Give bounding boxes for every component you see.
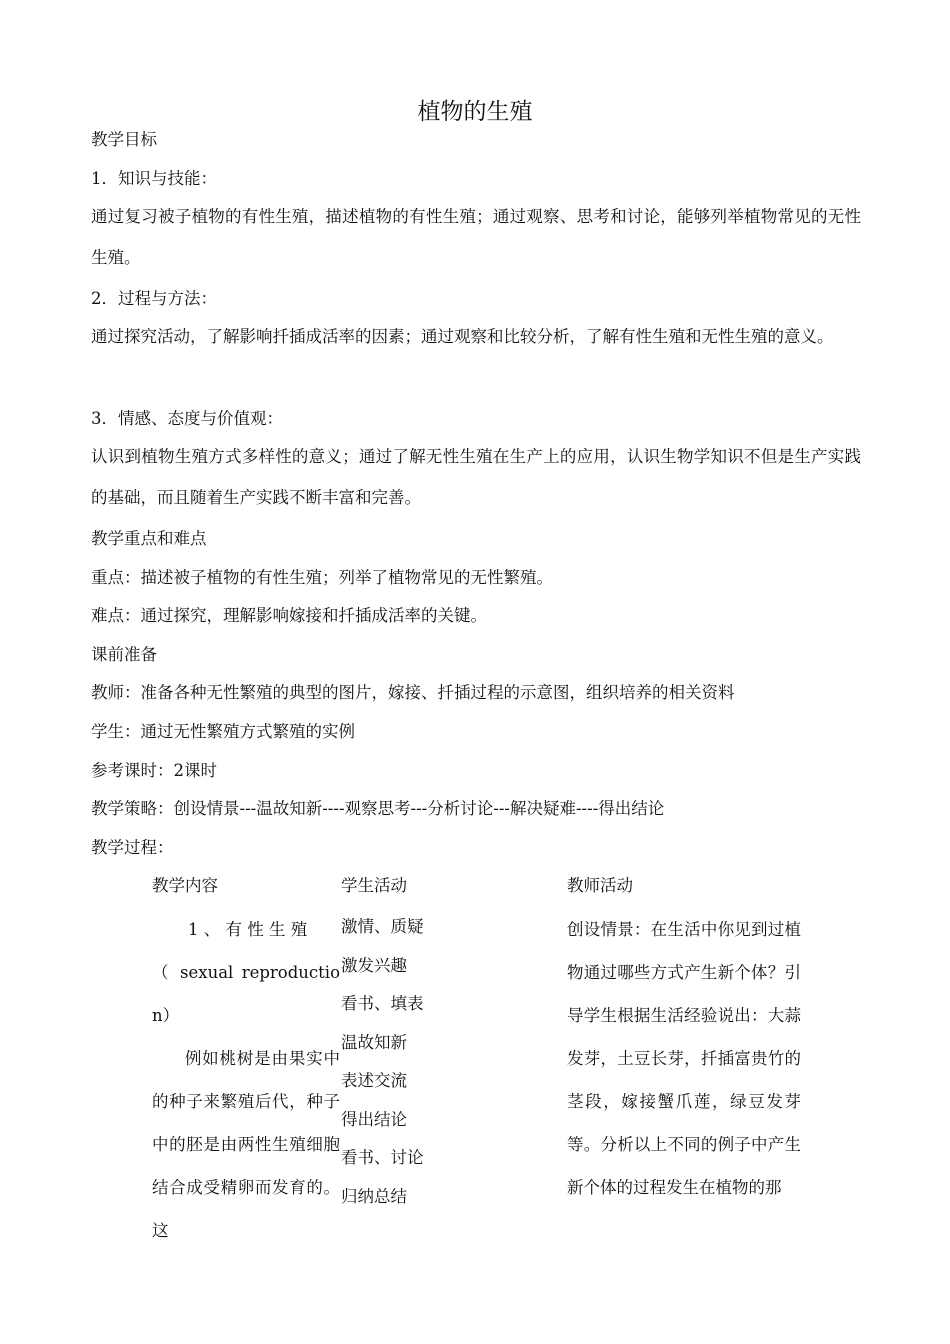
teaching-content-cell: [152, 908, 340, 1252]
table-header-student: 学生活动: [341, 876, 407, 895]
content-body-text: 例如桃树是由果实中的种子来繁殖后代，种子中的胚是由两性生殖细胞结合成受精卵而发育的。这: [152, 1049, 340, 1240]
objective-1-heading: 1．知识与技能：: [91, 169, 217, 188]
list-item: 温故知新: [341, 1032, 407, 1052]
list-item: 看书、填表: [341, 994, 424, 1013]
table-header-teacher: 教师活动: [567, 876, 633, 895]
list-item: 激发兴趣: [341, 955, 407, 975]
keypoints-heading: 教学重点和难点: [91, 529, 207, 548]
objective-3-text: 认识到植物生殖方式多样性的意义；通过了解无性生殖在生产上的应用，认识生物学知识不但是生产实践的基础，而且随着生产实践不断丰富和完善。: [91, 447, 861, 507]
keypoint-text: 重点：描述被子植物的有性生殖；列举了植物常见的无性繁殖。: [91, 568, 553, 587]
class-hours: 参考课时：2课时: [91, 761, 217, 780]
teaching-strategy: 教学策略：创设情景---温故知新----观察思考---分析讨论---解决疑难----得出结论: [91, 799, 665, 818]
list-item: 归纳总结: [341, 1186, 407, 1206]
student-activities-list: [341, 908, 491, 1216]
difficulty-text: 难点：通过探究，理解影响嫁接和扦插成活率的关键。: [91, 606, 487, 625]
objective-2-heading: 2．过程与方法：: [91, 289, 217, 308]
student-prep: 学生：通过无性繁殖方式繁殖的实例: [91, 722, 355, 741]
teacher-prep: 教师：准备各种无性繁殖的典型的图片，嫁接、扦插过程的示意图，组织培养的相关资料: [91, 683, 735, 702]
objectives-heading: 教学目标: [91, 130, 157, 149]
content-section-english: （ sexual reproduction）: [152, 963, 340, 1025]
objective-2-text: 通过探究活动，了解影响扦插成活率的因素；通过观察和比较分析，了解有性生殖和无性生殖的意义。: [91, 327, 834, 346]
table-header-content: 教学内容: [152, 876, 218, 895]
teacher-activity-cell: 创设情景：在生活中你见到过植物通过哪些方式产生新个体？引导学生根据生活经验说出：大蒜发芽，土豆长芽，扦插富贵竹的茎段，嫁接蟹爪莲，绿豆发芽等。分析以上不同的例子中产生新个体的过程发生在植物的那: [567, 920, 801, 1197]
process-heading: 教学过程：: [91, 838, 174, 857]
list-item: 表述交流: [341, 1071, 407, 1090]
content-section-body: [152, 1037, 340, 1252]
content-section-number-label: 1 、 有 性 生 殖: [188, 920, 308, 939]
prep-heading: 课前准备: [91, 645, 157, 664]
objective-1-text: 通过复习被子植物的有性生殖，描述植物的有性生殖；通过观察、思考和讨论，能够列举植物常见的无性生殖。: [91, 207, 861, 267]
page-title: 植物的生殖: [417, 99, 533, 125]
list-item: 看书、讨论: [341, 1148, 424, 1167]
list-item: 激情、质疑: [341, 917, 424, 936]
objective-3-heading: 3．情感、态度与价值观：: [91, 409, 283, 428]
list-item: 得出结论: [341, 1109, 407, 1129]
content-section-heading: [152, 908, 340, 951]
